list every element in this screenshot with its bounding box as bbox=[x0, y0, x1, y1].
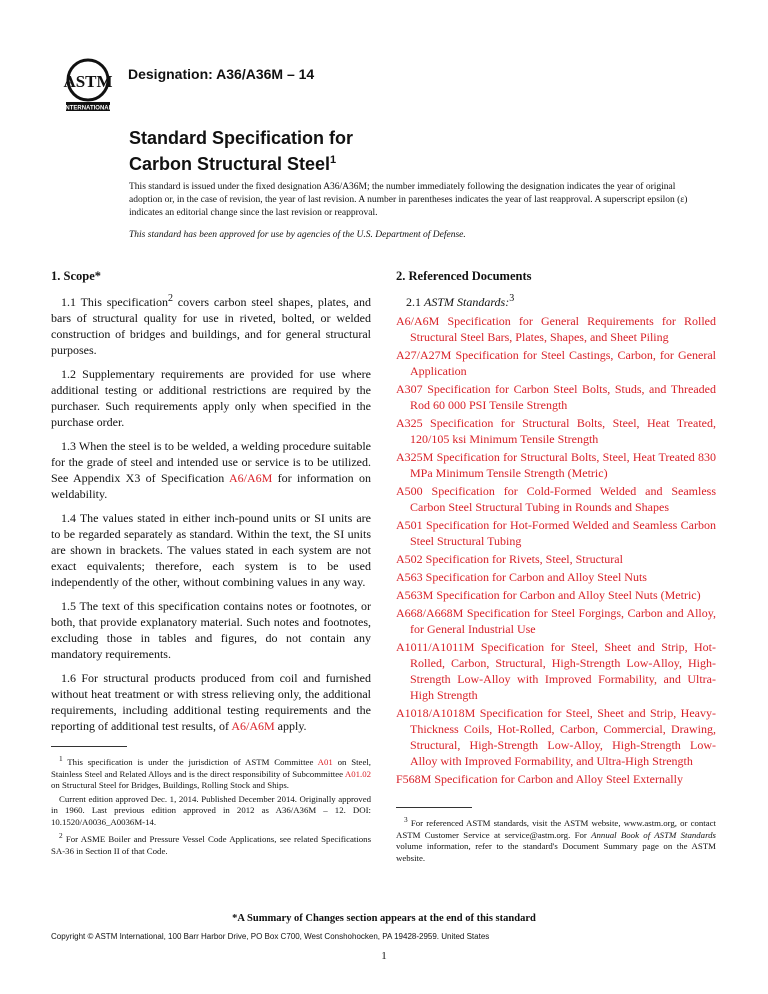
link-a01[interactable]: A01 bbox=[317, 756, 333, 767]
para-text: 1.3 When the steel is to be welded, a welding procedure suitable for the grade of steel and intended use or service is to be utilized. See Appendix X3 of Specification bbox=[51, 439, 371, 485]
reference-title: Specification for General Requirements for Rolled Structural Steel Bars, Plates, Shapes, and Sheet Piling bbox=[410, 314, 716, 344]
reference-title: Specification for Steel Castings, Carbon, for General Application bbox=[410, 348, 716, 378]
reference-title: Specification for Carbon and Alloy Steel Nuts (Metric) bbox=[433, 588, 701, 602]
notice-text: This standard is issued under the fixed designation A36/A36M; the number immediately following the designation indicates the year of original adoption or, in the case of revision, the year of last revision. A number in parentheses indicates the year of last reapproval. A superscript epsilon (ε) indicates an editorial change since the last revision or reapproval. bbox=[129, 182, 688, 218]
para-1-5: 1.5 The text of this specification contains notes or footnotes, or both, that provide explanatory material. Such notes and footnotes, excluding those in tables and figures, do not contain any mandatory requirements. bbox=[51, 599, 371, 661]
sub-label: ASTM Standards: bbox=[424, 295, 510, 309]
footnote-divider bbox=[51, 746, 127, 747]
reference-title: Specification for Structural Bolts, Steel, Heat Treated, 120/105 ksi Minimum Tensile Strength bbox=[410, 416, 716, 446]
reference-title: Specification for Carbon Steel Bolts, Studs, and Threaded Rod 60 000 PSI Tensile Strength bbox=[410, 382, 716, 412]
reference-item bbox=[396, 483, 716, 515]
footnote-mark: 3 bbox=[404, 815, 408, 824]
scope-heading: 1. Scope* bbox=[51, 269, 101, 283]
para-text: for information on weldability. bbox=[51, 471, 371, 501]
title-line-1: Standard Specification for bbox=[129, 128, 354, 148]
footnote-mark: 1 bbox=[59, 754, 63, 763]
footnote-text: volume information, refer to the standard's Document Summary page on the ASTM website. bbox=[396, 841, 716, 863]
reference-item bbox=[396, 415, 716, 447]
svg-text:INTERNATIONAL: INTERNATIONAL bbox=[63, 105, 113, 112]
footnote-3 bbox=[396, 814, 716, 864]
reference-code-link[interactable]: A307 bbox=[396, 382, 423, 396]
astm-standards-subheading bbox=[406, 291, 716, 310]
footnote-ref: 2 bbox=[168, 293, 173, 304]
reference-code-link[interactable]: A668/A668M bbox=[396, 606, 464, 620]
link-a6[interactable]: A6/A6M bbox=[228, 471, 273, 485]
reference-item bbox=[396, 313, 716, 345]
reference-code-link[interactable]: A500 bbox=[396, 484, 423, 498]
para-1-6 bbox=[51, 670, 371, 734]
reference-item bbox=[396, 705, 716, 769]
reference-item bbox=[396, 449, 716, 481]
sub-number: 2.1 bbox=[406, 295, 424, 309]
title-line-2 bbox=[129, 149, 689, 175]
reference-code-link[interactable]: A501 bbox=[396, 518, 423, 532]
footnote-mark: 2 bbox=[59, 831, 63, 841]
reference-code-link[interactable]: A563M bbox=[396, 588, 434, 602]
reference-title: Specification for Hot-Formed Welded and Seamless Carbon Steel Structural Tubing bbox=[410, 518, 716, 548]
svg-text:ASTM: ASTM bbox=[63, 72, 113, 91]
para-1-2: 1.2 Supplementary requirements are provided for use where additional testing or additional restrictions are required by the purchaser. Such requirements apply only when specified in the purchase order. bbox=[51, 367, 371, 429]
document-header bbox=[60, 56, 660, 116]
designation: Designation: A36/A36M – 14 bbox=[128, 66, 315, 82]
astm-logo bbox=[60, 56, 122, 114]
reference-title: Specification for Steel, Sheet and Strip, Heavy-Thickness Coils, Hot-Rolled, Carbon, Commercial, Drawing, Structural, High-Strength Low-Alloy, High-Strength Low-Alloy with Improved Formability, and Ultra-High Strength bbox=[410, 706, 716, 768]
link-a6[interactable]: A6/A6M bbox=[231, 719, 275, 733]
reference-item bbox=[396, 569, 716, 585]
footnotes-right bbox=[396, 807, 716, 866]
reference-title: Specification for Steel, Sheet and Strip, Hot-Rolled, Carbon, Structural, High-Strength Low-Alloy, High-Strength Low-Alloy with Improved Formability, and Ultra-High Strength bbox=[410, 640, 716, 702]
para-text: covers carbon steel shapes, plates, and bars of structural quality for use in riveted, bolted, or welded construction of bridges and buildings, and for general structural purposes. bbox=[51, 295, 371, 357]
footnote-text: For referenced ASTM standards, visit the ASTM website, www.astm.org, or contact ASTM Customer Service at service@astm.org. For bbox=[396, 817, 716, 840]
reference-title: Specification for Cold-Formed Welded and Seamless Carbon Steel Structural Tubing in Rounds and Shapes bbox=[410, 484, 716, 514]
footnote-1 bbox=[51, 753, 371, 792]
para-text: apply. bbox=[274, 719, 307, 733]
copyright: Copyright © ASTM International, 100 Barr Harbor Drive, PO Box C700, West Conshohocken, PA 19428-2959. United States bbox=[51, 932, 490, 941]
issuance-notice bbox=[129, 181, 689, 242]
footnote-text: This specification is under the jurisdiction of ASTM Committee bbox=[62, 756, 318, 767]
reference-list bbox=[396, 313, 716, 787]
reference-code-link[interactable]: A502 bbox=[396, 552, 423, 566]
reference-code-link[interactable]: A1018/A1018M bbox=[396, 706, 476, 720]
footnotes-left bbox=[51, 753, 371, 858]
reference-item bbox=[396, 381, 716, 413]
reference-item bbox=[396, 771, 716, 787]
footnote-text: on Steel, Stainless Steel and Related Alloys and is the direct responsibility of Subcommittee bbox=[51, 756, 371, 779]
reference-code-link[interactable]: A563 bbox=[396, 570, 423, 584]
para-1-1 bbox=[51, 291, 371, 358]
reference-item bbox=[396, 587, 716, 603]
summary-note: *A Summary of Changes section appears at the end of this standard bbox=[232, 913, 536, 924]
right-column bbox=[396, 268, 716, 789]
footnote-text: on Structural Steel for Bridges, Buildings, Rolling Stock and Ships. bbox=[51, 780, 289, 791]
dod-approval: This standard has been approved for use by agencies of the U.S. Department of Defense. bbox=[129, 230, 466, 240]
footnote-ref: 3 bbox=[509, 293, 515, 304]
reference-code-link[interactable]: A325 bbox=[396, 416, 423, 430]
reference-title: Specification for Steel Forgings, Carbon and Alloy, for General Industrial Use bbox=[410, 606, 716, 636]
reference-code-link[interactable]: A27/A27M bbox=[396, 348, 452, 362]
para-1-4: 1.4 The values stated in either inch-pound units or SI units are to be regarded separately as standard. Within the text, the SI units are shown in brackets. The values stated in each system are not exact equivalents; therefore, each system is to be used independently of the other, without combining values in any way. bbox=[51, 511, 371, 589]
reference-title: Specification for Carbon and Alloy Steel Externally bbox=[431, 772, 683, 786]
reference-title: Specification for Carbon and Alloy Steel Nuts bbox=[422, 570, 647, 584]
para-text: 1.6 For structural products produced from coil and furnished without heat treatment or with stress relieving only, the additional requirements, including additional testing requirements and the reporting of additional test results, of bbox=[51, 671, 371, 733]
reference-code-link[interactable]: A6/A6M bbox=[396, 314, 440, 328]
reference-code-link[interactable]: A1011/A1011M bbox=[396, 640, 475, 654]
reference-code-link[interactable]: F568M bbox=[396, 772, 432, 786]
footnote-2 bbox=[51, 830, 371, 857]
references-heading: 2. Referenced Documents bbox=[396, 269, 532, 283]
reference-item bbox=[396, 347, 716, 379]
reference-item bbox=[396, 639, 716, 703]
title-text: Carbon Structural Steel bbox=[129, 154, 331, 174]
reference-item bbox=[396, 517, 716, 549]
footnote-text: For ASME Boiler and Pressure Vessel Code Applications, see related Specifications SA-36 in Section II of that Code. bbox=[51, 834, 371, 856]
para-text: 1.1 This specification bbox=[61, 295, 168, 309]
reference-item bbox=[396, 605, 716, 637]
footnote-1-edition: Current edition approved Dec. 1, 2014. Published December 2014. Originally approved in 1960. Last previous edition approved in 2012 as A36/A36M – 12. DOI: 10.1520/A0036_A0036M-14. bbox=[51, 793, 371, 827]
footnote-italic: Annual Book of ASTM Standards bbox=[591, 829, 716, 840]
link-a01-02[interactable]: A01.02 bbox=[344, 768, 371, 779]
reference-title: Specification for Rivets, Steel, Structural bbox=[422, 552, 623, 566]
page-title bbox=[129, 127, 689, 175]
left-column bbox=[51, 268, 371, 860]
footnote-divider bbox=[396, 807, 472, 808]
para-1-3 bbox=[51, 438, 371, 502]
page-number: 1 bbox=[381, 950, 387, 962]
reference-title: Specification for Structural Bolts, Steel, Heat Treated 830 MPa Minimum Tensile Strength (Metric) bbox=[410, 450, 716, 480]
title-footnote-ref: 1 bbox=[330, 154, 337, 166]
reference-item bbox=[396, 551, 716, 567]
reference-code-link[interactable]: A325M bbox=[396, 450, 434, 464]
